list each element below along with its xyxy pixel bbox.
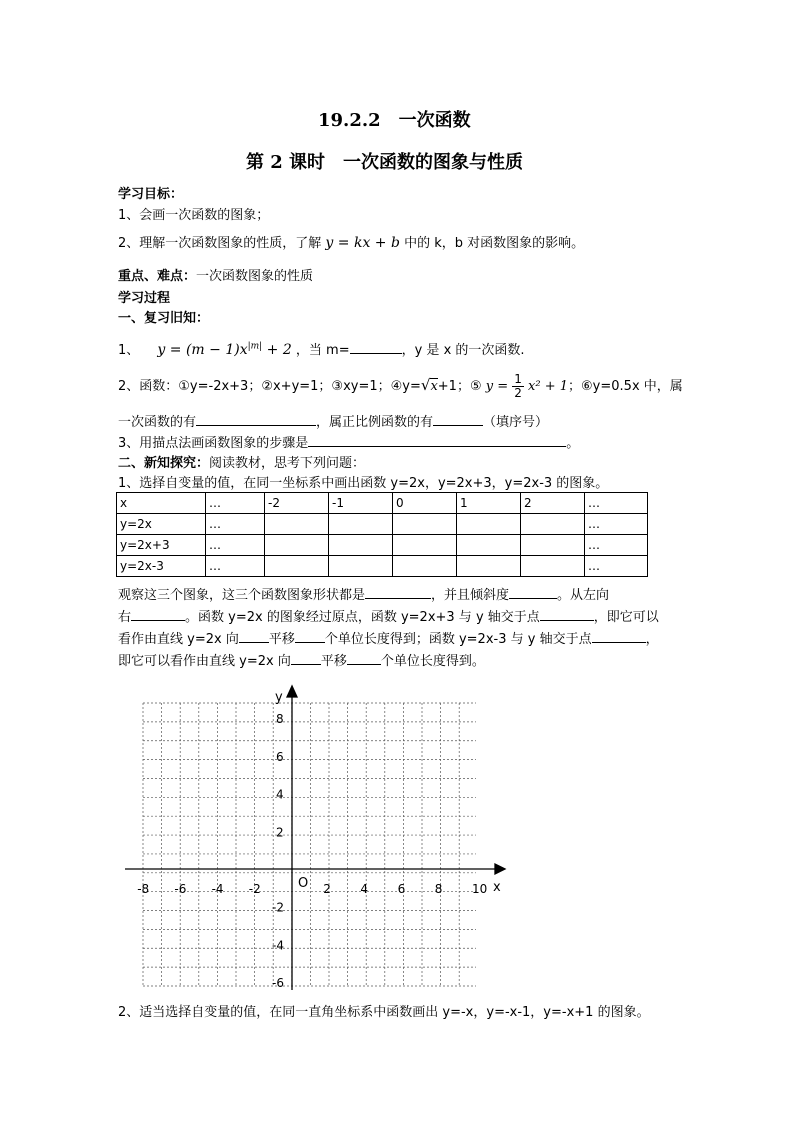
observe-l3a: 看作由直线 y=2x 向 bbox=[118, 632, 239, 647]
explore-heading-line bbox=[118, 452, 365, 471]
review-q2-line2b: ，属正比例函数的有 bbox=[316, 415, 434, 430]
x-tick-label: -8 bbox=[137, 882, 150, 896]
keypoints bbox=[118, 265, 313, 284]
observe-l2c: ，即它可以 bbox=[593, 610, 659, 625]
blank-slope[interactable] bbox=[509, 586, 557, 599]
table-cell[interactable] bbox=[457, 514, 521, 535]
x-tick-label: 2 bbox=[323, 882, 331, 896]
axes bbox=[125, 686, 505, 990]
table-cell[interactable] bbox=[457, 556, 521, 577]
y-axis-arrow bbox=[287, 686, 297, 697]
table-cell[interactable] bbox=[521, 514, 585, 535]
table-cell: 1 bbox=[457, 493, 521, 514]
x-tick-label: 10 bbox=[472, 882, 488, 896]
review-q1-base: y = (m − 1)x bbox=[157, 342, 248, 358]
observe-l3d: ， bbox=[645, 632, 659, 647]
goal-item-2-suffix: 中的 k，b 对函数图象的影响。 bbox=[404, 236, 585, 251]
observe-line-4 bbox=[118, 650, 485, 669]
review-q3-text: 3、用描点法画函数图象的步骤是 bbox=[118, 436, 309, 451]
review-q2-part3: x² + 1 bbox=[528, 379, 569, 394]
blank-shift-amt-1[interactable] bbox=[295, 630, 325, 643]
x-axis-label: x bbox=[493, 880, 501, 895]
table-cell[interactable] bbox=[457, 535, 521, 556]
observe-l4b: 平移 bbox=[320, 654, 347, 669]
keypoints-text: 一次函数图象的性质 bbox=[196, 269, 314, 284]
blank-shift-amt-2[interactable] bbox=[347, 652, 381, 665]
review-q2-part2: +1；⑤ bbox=[437, 379, 482, 394]
table-cell: … bbox=[206, 535, 265, 556]
goal-item-2 bbox=[118, 232, 584, 251]
blank-shape[interactable] bbox=[365, 586, 431, 599]
table-cell: 2 bbox=[521, 493, 585, 514]
review-q1-mid: ，当 m= bbox=[295, 343, 350, 358]
sqrt-symbol: √ bbox=[420, 376, 431, 394]
y-axis-label: y bbox=[275, 690, 283, 705]
blank-proportional[interactable] bbox=[433, 413, 483, 426]
goal-formula: y = kx + b bbox=[325, 235, 400, 251]
fraction-numerator: 1 bbox=[514, 372, 522, 386]
observe-line-2 bbox=[118, 606, 659, 625]
goal-item-2-prefix: 2、理解一次函数图象的性质，了解 bbox=[118, 236, 322, 251]
observe-l4c: 个单位长度得到。 bbox=[380, 654, 485, 669]
table-cell[interactable] bbox=[265, 535, 329, 556]
table-cell[interactable] bbox=[521, 535, 585, 556]
x-tick-label: -6 bbox=[174, 882, 187, 896]
review-q2-line1 bbox=[118, 373, 683, 400]
table-cell[interactable] bbox=[521, 556, 585, 577]
page-subtitle: 第 2 课时 一次函数的图象与性质 bbox=[246, 152, 524, 173]
review-q1-exponent: |m| bbox=[247, 341, 263, 352]
table-cell[interactable] bbox=[393, 535, 457, 556]
blank-m[interactable] bbox=[350, 341, 402, 354]
blank-point-2[interactable] bbox=[592, 630, 646, 643]
observe-l1a: 观察这三个图象，这三个函数图象形状都是 bbox=[118, 588, 366, 603]
explore-q2: 2、适当选择自变量的值，在同一直角坐标系中函数画出 y=-x，y=-x-1，y=-x+1 的图象。 bbox=[118, 1005, 650, 1020]
x-tick-label: 4 bbox=[360, 882, 369, 896]
table-header-row bbox=[117, 493, 648, 514]
observe-l3b: 平移 bbox=[268, 632, 295, 647]
observe-line-1 bbox=[118, 584, 609, 603]
table-cell: … bbox=[585, 514, 648, 535]
page-title: 19.2.2 一次函数 bbox=[318, 110, 471, 131]
x-tick-label: -2 bbox=[248, 882, 261, 896]
table-cell[interactable] bbox=[393, 556, 457, 577]
table-cell[interactable] bbox=[329, 535, 393, 556]
observe-l1c: 。从左向 bbox=[557, 588, 610, 603]
goal-item-1: 1、会画一次函数的图象； bbox=[118, 208, 270, 223]
review-q2-part1: 2、函数：①y=-2x+3；②x+y=1；③xy=1；④y= bbox=[118, 379, 421, 394]
x-tick-label: -4 bbox=[211, 882, 224, 896]
review-q1-tail: + 2 bbox=[262, 342, 292, 358]
y-tick-label: -2 bbox=[272, 900, 284, 915]
table-cell: … bbox=[206, 493, 265, 514]
table-cell[interactable] bbox=[329, 556, 393, 577]
x-axis-arrow bbox=[495, 864, 505, 874]
observe-l2b: 。函数 y=2x 的图象经过原点，函数 y=2x+3 与 y 轴交于点 bbox=[185, 610, 540, 625]
explore-q1: 1、选择自变量的值，在同一坐标系中画出函数 y=2x，y=2x+3，y=2x-3 的图象。 bbox=[118, 476, 609, 491]
review-heading: 一、复习旧知： bbox=[118, 311, 210, 326]
table-cell: -1 bbox=[329, 493, 393, 514]
review-q1-formula bbox=[157, 342, 291, 358]
y-tick-label: 8 bbox=[276, 712, 284, 727]
review-q2-line2c: （填序号） bbox=[483, 415, 549, 430]
table-row bbox=[117, 556, 648, 577]
observe-l3c: 个单位长度得到；函数 y=2x-3 与 y 轴交于点 bbox=[324, 632, 592, 647]
blank-shift-dir-2[interactable] bbox=[291, 652, 321, 665]
observe-line-3 bbox=[118, 628, 659, 647]
explore-heading: 二、新知探究： bbox=[118, 456, 210, 471]
sqrt-radicand: x bbox=[430, 379, 438, 394]
table-cell: x bbox=[117, 493, 206, 514]
table-cell[interactable] bbox=[265, 556, 329, 577]
blank-linear[interactable] bbox=[196, 413, 316, 426]
table-cell[interactable] bbox=[329, 514, 393, 535]
review-q1-suffix: ，y 是 x 的一次函数. bbox=[401, 343, 525, 358]
tick-labels bbox=[137, 712, 487, 990]
table-cell: y=2x bbox=[117, 514, 206, 535]
x-tick-label: 8 bbox=[434, 882, 443, 896]
x-tick-label: 6 bbox=[397, 882, 406, 896]
review-q3-end: 。 bbox=[566, 436, 580, 451]
y-tick-label: 6 bbox=[276, 749, 284, 764]
table-cell: … bbox=[585, 493, 648, 514]
observe-l2a: 右 bbox=[118, 610, 132, 625]
observe-l4a: 即它可以看作由直线 y=2x 向 bbox=[118, 654, 291, 669]
keypoints-label: 重点、难点： bbox=[118, 269, 197, 284]
y-tick-label: 4 bbox=[276, 787, 284, 802]
goals-heading: 学习目标： bbox=[118, 187, 184, 202]
review-q2-line2a: 一次函数的有 bbox=[118, 415, 197, 430]
explore-intro: 阅读教材，思考下列问题： bbox=[209, 456, 366, 471]
table-cell[interactable] bbox=[265, 514, 329, 535]
blank-direction[interactable] bbox=[131, 608, 185, 621]
blank-steps[interactable] bbox=[308, 434, 566, 447]
blank-shift-dir-1[interactable] bbox=[239, 630, 269, 643]
blank-point-1[interactable] bbox=[540, 608, 594, 621]
table-cell[interactable] bbox=[393, 514, 457, 535]
review-q3 bbox=[118, 432, 579, 451]
table-cell: … bbox=[206, 556, 265, 577]
table-cell: y=2x+3 bbox=[117, 535, 206, 556]
grid-lines bbox=[143, 703, 476, 986]
fraction-one-half bbox=[512, 373, 524, 400]
review-q2-line2 bbox=[118, 411, 548, 430]
table-cell: 0 bbox=[393, 493, 457, 514]
table-cell: … bbox=[585, 556, 648, 577]
review-q2-y: y = bbox=[485, 379, 509, 394]
review-q2-part4: ；⑥y=0.5x 中，属 bbox=[568, 379, 683, 394]
table-row bbox=[117, 514, 648, 535]
y-tick-label: -6 bbox=[272, 976, 284, 991]
review-q1 bbox=[118, 339, 525, 358]
fraction-denominator: 2 bbox=[514, 386, 522, 400]
table-cell: … bbox=[585, 535, 648, 556]
y-tick-label: -4 bbox=[272, 938, 284, 953]
table-cell: y=2x-3 bbox=[117, 556, 206, 577]
observe-l1b: ，并且倾斜度 bbox=[431, 588, 510, 603]
review-q1-prefix: 1、 bbox=[118, 343, 140, 358]
table-cell: … bbox=[206, 514, 265, 535]
table-row bbox=[117, 535, 648, 556]
y-tick-label: 2 bbox=[276, 825, 284, 840]
origin-label: O bbox=[298, 876, 309, 891]
value-table bbox=[116, 492, 648, 577]
table-cell: -2 bbox=[265, 493, 329, 514]
process-heading: 学习过程 bbox=[118, 291, 171, 306]
